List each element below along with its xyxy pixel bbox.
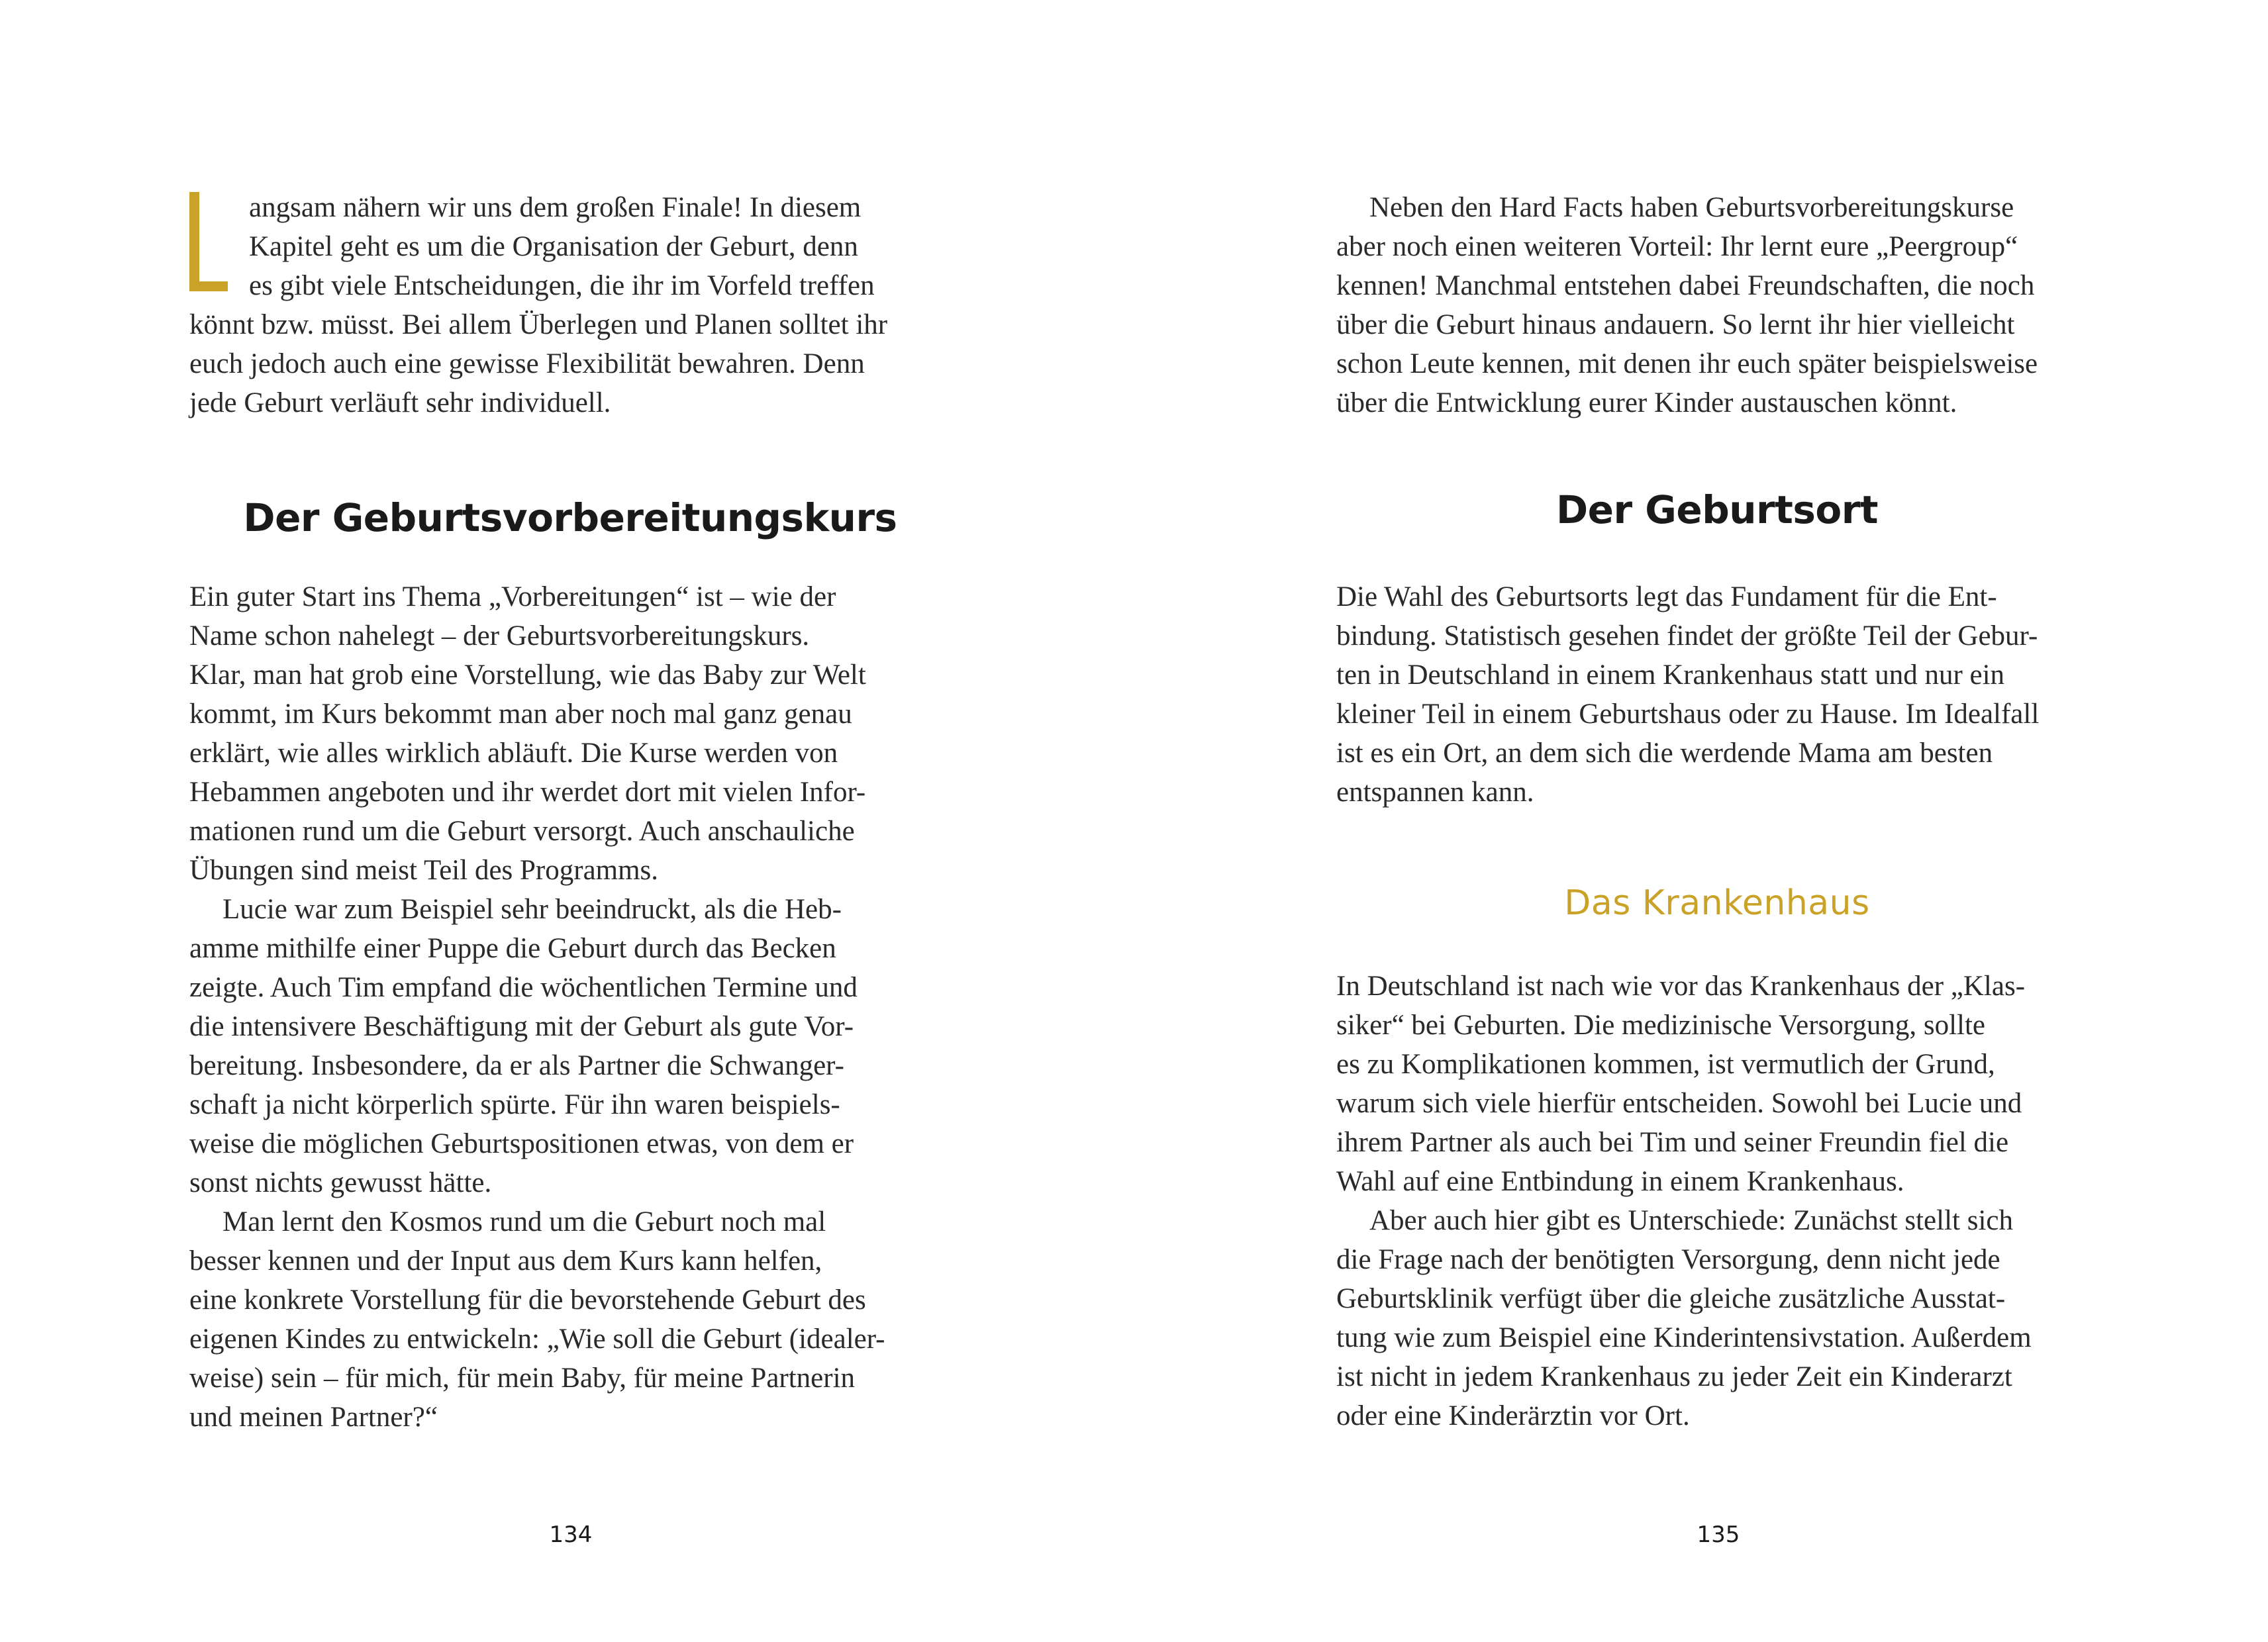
text-line: tung wie zum Beispiel eine Kinderintensivstation. Außerdem [1336,1322,2032,1353]
text-line: schaft ja nicht körperlich spürte. Für ihn waren beispiels- [189,1089,840,1120]
text-line: über die Entwicklung eurer Kinder austauschen könnt. [1336,387,1957,418]
text-line: kommt, im Kurs bekommt man aber noch mal ganz genau [189,699,852,730]
text-line: die Frage nach der benötigten Versorgung, denn nicht jede [1336,1244,2000,1275]
section-heading: Der Geburtsvorbereitungskurs [243,495,897,540]
section-heading: Der Geburtsort [1555,487,1879,532]
text-line: In Deutschland ist nach wie vor das Krankenhaus der „Klas- [1336,971,2026,1002]
body-paragraph-2 [1336,967,2098,1201]
text-line: Man lernt den Kosmos rund um die Geburt noch mal [222,1206,826,1237]
intro-line: angsam nähern wir uns dem großen Finale! In diesem [249,192,862,223]
subsection-heading: Das Krankenhaus [1564,883,1870,923]
text-line: entspannen kann. [1336,777,1534,808]
page-number: 134 [549,1521,593,1548]
intro-paragraph [189,188,951,422]
text-line: ten in Deutschland in einem Krankenhaus statt und nur ein [1336,659,2005,691]
text-line: Übungen sind meist Teil des Programms. [189,855,659,886]
text-line: Lucie war zum Beispiel sehr beeindruckt, als die Heb- [222,894,842,925]
text-line: Die Wahl des Geburtsorts legt das Fundament für die Ent- [1336,581,1997,612]
text-line: kleiner Teil in einem Geburtshaus oder zu Hause. Im Idealfall [1336,699,2040,730]
text-line: eine konkrete Vorstellung für die bevorstehende Geburt des [189,1284,866,1316]
text-line: weise die möglichen Geburtspositionen etwas, von dem er [189,1128,854,1159]
text-line: oder eine Kinderärztin vor Ort. [1336,1400,1690,1431]
text-line: eigenen Kindes zu entwickeln: „Wie soll die Geburt (idealer- [189,1324,885,1355]
page-number: 135 [1697,1521,1740,1548]
text-line: amme mithilfe einer Puppe die Geburt durch das Becken [189,933,836,964]
intro-line: euch jedoch auch eine gewisse Flexibilität bewahren. Denn [189,348,865,379]
intro-line: Kapitel geht es um die Organisation der Geburt, denn [249,231,858,262]
text-line: Name schon nahelegt – der Geburtsvorbereitungskurs. [189,620,810,652]
body-paragraph-3 [1336,1201,2098,1435]
text-line: Ein guter Start ins Thema „Vorbereitungen“ ist – wie der [189,581,836,612]
text-line: über die Geburt hinaus andauern. So lernt ihr hier vielleicht [1336,309,2015,340]
text-line: ihrem Partner als auch bei Tim und seiner Freundin fiel die [1336,1127,2009,1158]
text-line: schon Leute kennen, mit denen ihr euch später beispielsweise [1336,348,2038,379]
text-line: warum sich viele hierfür entscheiden. Sowohl bei Lucie und [1336,1088,2022,1119]
text-line: Geburtsklinik verfügt über die gleiche zusätzliche Ausstat- [1336,1283,2006,1314]
text-line: Wahl auf eine Entbindung in einem Krankenhaus. [1336,1166,1904,1197]
text-line: Hebammen angeboten und ihr werdet dort mit vielen Infor- [189,777,866,808]
text-line: und meinen Partner?“ [189,1402,438,1433]
body-paragraph-2 [189,890,951,1202]
text-line: Aber auch hier gibt es Unterschiede: Zunächst stellt sich [1369,1205,2013,1236]
text-line: ist nicht in jedem Krankenhaus zu jeder Zeit ein Kinderarzt [1336,1361,2012,1392]
intro-line: könnt bzw. müsst. Bei allem Überlegen und Planen solltet ihr [189,309,888,340]
text-line: sonst nichts gewusst hätte. [189,1167,492,1198]
body-paragraph-1 [1336,577,2098,812]
text-line: es zu Komplikationen kommen, ist vermutlich der Grund, [1336,1049,1995,1080]
intro-line: es gibt viele Entscheidungen, die ihr im Vorfeld treffen [249,270,875,301]
text-line: ist es ein Ort, an dem sich die werdende Mama am besten [1336,738,1993,769]
intro-paragraph [1336,188,2098,422]
text-line: kennen! Manchmal entstehen dabei Freundschaften, die noch [1336,270,2035,301]
right-page [1134,0,2268,1642]
body-paragraph-3 [189,1202,951,1437]
body-paragraph-1 [189,577,951,890]
text-line: Neben den Hard Facts haben Geburtsvorbereitungskurse [1369,192,2014,223]
text-line: erklärt, wie alles wirklich abläuft. Die Kurse werden von [189,738,838,769]
text-line: besser kennen und der Input aus dem Kurs kann helfen, [189,1245,822,1277]
text-line: siker“ bei Geburten. Die medizinische Versorgung, sollte [1336,1010,1985,1041]
text-line: bindung. Statistisch gesehen findet der größte Teil der Gebur- [1336,620,2038,652]
text-line: die intensivere Beschäftigung mit der Geburt als gute Vor- [189,1011,854,1042]
text-line: bereitung. Insbesondere, da er als Partner die Schwanger- [189,1050,844,1081]
text-line: aber noch einen weiteren Vorteil: Ihr lernt eure „Peergroup“ [1336,231,2018,262]
text-line: mationen rund um die Geburt versorgt. Auch anschauliche [189,816,855,847]
text-line: Klar, man hat grob eine Vorstellung, wie das Baby zur Welt [189,659,866,691]
text-line: zeigte. Auch Tim empfand die wöchentlichen Termine und [189,972,858,1003]
text-line: weise) sein – für mich, für mein Baby, für meine Partnerin [189,1363,856,1394]
intro-line: jede Geburt verläuft sehr individuell. [189,387,611,418]
